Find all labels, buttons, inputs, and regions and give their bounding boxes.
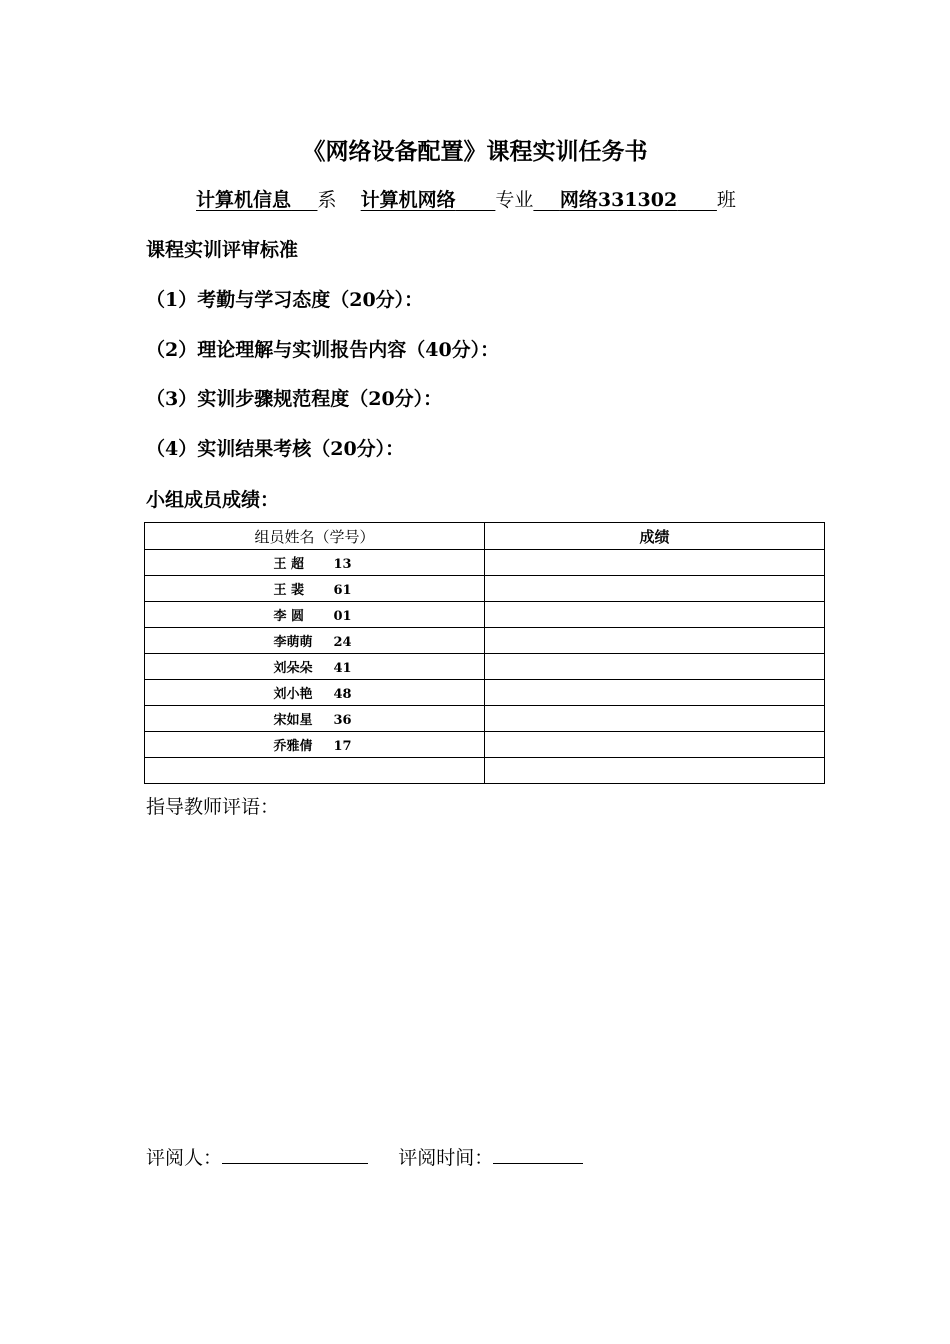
table-row: [145, 654, 825, 680]
criteria-item-4: （4）实训结果考核（20分）：: [146, 438, 405, 460]
member-id: 41: [333, 661, 352, 676]
member-id: 01: [333, 609, 352, 624]
member-cell: [145, 550, 485, 576]
table-body: [145, 550, 825, 784]
table-row: [145, 680, 825, 706]
member-entry: [246, 657, 384, 676]
member-id: 48: [333, 687, 352, 702]
member-cell: [145, 654, 485, 680]
member-id: 36: [333, 713, 352, 728]
department-suffix: 系: [317, 189, 337, 211]
member-name: 宋如星: [273, 713, 313, 728]
score-cell[interactable]: [485, 602, 825, 628]
member-name: 王 超: [273, 557, 305, 572]
score-cell[interactable]: [485, 628, 825, 654]
review-time-label: 评阅时间：: [398, 1147, 494, 1169]
table-row: [145, 576, 825, 602]
score-cell[interactable]: [485, 758, 825, 784]
criteria-heading: 课程实训评审标准: [146, 239, 299, 261]
member-id: 61: [333, 583, 352, 598]
table-row: [145, 602, 825, 628]
member-entry: [246, 735, 384, 754]
major-value: 计算机网络: [360, 189, 456, 211]
member-entry: [246, 553, 384, 572]
signature-line: [146, 1141, 583, 1173]
table-row: [145, 758, 825, 784]
member-name: 刘朵朵: [273, 661, 313, 676]
table-header-row: [145, 523, 825, 550]
teacher-comment-label: 指导教师评语：: [146, 796, 280, 818]
class-suffix: 班: [716, 189, 736, 211]
member-cell: [145, 732, 485, 758]
scores-heading: 小组成员成绩：: [146, 489, 280, 511]
table-row: [145, 628, 825, 654]
score-cell[interactable]: [485, 680, 825, 706]
reviewer-blank[interactable]: [222, 1141, 368, 1164]
member-name: 李 圆: [273, 609, 305, 624]
score-cell[interactable]: [485, 706, 825, 732]
member-name: 刘小艳: [273, 687, 313, 702]
member-entry: [246, 579, 384, 598]
member-id: 17: [333, 739, 352, 754]
member-entry: [246, 763, 384, 778]
class-info-line: [196, 184, 736, 216]
score-cell[interactable]: [485, 732, 825, 758]
member-id: 24: [333, 635, 352, 650]
score-cell[interactable]: [485, 576, 825, 602]
criteria-item-3: （3）实训步骤规范程度（20分）：: [146, 388, 443, 410]
member-cell: [145, 680, 485, 706]
table-row: [145, 706, 825, 732]
member-cell: [145, 706, 485, 732]
member-cell: [145, 602, 485, 628]
score-cell[interactable]: [485, 550, 825, 576]
member-entry: [246, 683, 384, 702]
scores-table: [144, 522, 825, 784]
member-cell: [145, 758, 485, 784]
table-row: [145, 732, 825, 758]
document-title: 《网络设备配置》课程实训任务书: [302, 138, 648, 165]
member-entry: [246, 709, 384, 728]
member-name: 乔雅倩: [273, 739, 313, 754]
header-member: 组员姓名（学号）: [145, 523, 485, 550]
criteria-item-1: （1）考勤与学习态度（20分）：: [146, 289, 424, 311]
member-id: 13: [333, 557, 352, 572]
department-value: 计算机信息: [196, 189, 292, 211]
class-value: 网络331302: [559, 189, 678, 211]
member-cell: [145, 576, 485, 602]
score-cell[interactable]: [485, 654, 825, 680]
table-row: [145, 550, 825, 576]
criteria-item-2: （2）理论理解与实训报告内容（40分）：: [146, 339, 500, 361]
major-suffix: 专业: [495, 189, 534, 211]
member-entry: [246, 631, 384, 650]
member-entry: [246, 605, 384, 624]
member-cell: [145, 628, 485, 654]
review-time-blank[interactable]: [493, 1141, 583, 1164]
member-name: 李萌萌: [273, 635, 313, 650]
member-name: 王 裴: [273, 583, 305, 598]
reviewer-label: 评阅人：: [146, 1147, 223, 1169]
header-score: 成绩: [485, 523, 825, 550]
